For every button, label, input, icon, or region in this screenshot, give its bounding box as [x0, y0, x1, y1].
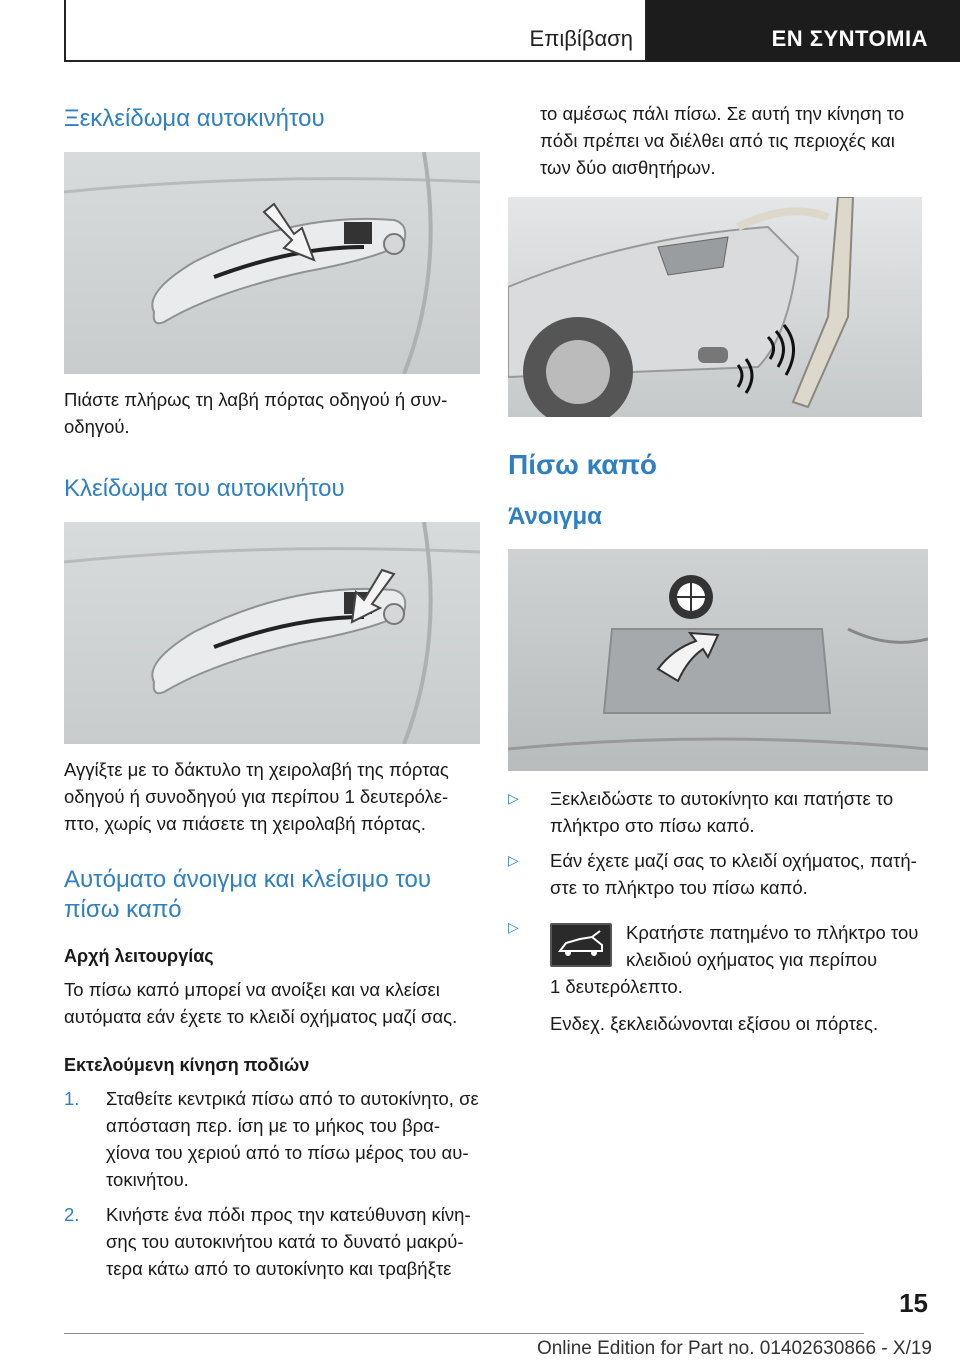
- key-bullet: [508, 919, 928, 1037]
- note-text: Ενδεχ. ξεκλειδώνονται εξίσου οι πόρτες.: [550, 1013, 879, 1034]
- door-handle-illustration: [64, 152, 480, 374]
- tailgate-heading: Πίσω καπό: [508, 449, 658, 480]
- bullet-text: Εάν έχετε μαζί σας το κλειδί οχήματος, πατή- στε το πλήκτρο του πίσω καπό.: [550, 850, 917, 898]
- key-bullet-text: Κρατήστε πατημένο το πλήκτρο του κλειδιού οχήματος για περίπου: [626, 922, 919, 970]
- continued-text: το αμέσως πάλι πίσω. Σε αυτή την κίνηση το πόδι πρέπει να διέλθει από τις περιοχές και των δύο αισθητήρων.: [540, 103, 905, 178]
- principle-title: Αρχή λειτουργίας: [64, 946, 214, 966]
- list-item: [508, 785, 928, 839]
- unlock-text: Πιάστε πλήρως τη λαβή πόρτας οδηγού ή συν- οδηγού.: [64, 389, 448, 437]
- step-text: Κινήστε ένα πόδι προς την κατεύθυνση κίνη- σης του αυτοκινήτου κατά το δυνατό μακρύ- τερα κάτω από το αυτοκίνητο και τραβήξτε: [106, 1204, 471, 1279]
- edition-footer: Online Edition for Part no. 01402630866 - X/19: [536, 1338, 932, 1359]
- lock-text: Αγγίξτε με το δάκτυλο τη χειρολαβή της πόρτας οδηγού ή συνοδηγού για περίπου 1 δευτερόλε- πτο, χωρίς να πιάσετε τη χειρολαβή πόρτας.: [64, 759, 449, 834]
- door-handle-unlock-image: [64, 152, 480, 374]
- section-tab: [64, 0, 647, 62]
- page-number: 15: [899, 1288, 928, 1318]
- triangle-bullet-icon: ▷: [508, 790, 519, 806]
- triangle-bullet-icon: ▷: [508, 852, 519, 868]
- right-column: [508, 100, 928, 1037]
- section-tab-label: Επιβίβαση: [529, 26, 633, 51]
- auto-tailgate-heading: Αυτόματο άνοιγμα και κλείσιμο του πίσω καπό: [64, 866, 431, 923]
- key-bullet-continuation: 1 δευτερόλεπτο.: [550, 976, 683, 997]
- door-handle-touch-illustration: [64, 522, 480, 744]
- step-number: 2.: [64, 1204, 80, 1225]
- bullet-text: Ξεκλειδώστε το αυτοκίνητο και πατήστε το πλήκτρο στο πίσω καπό.: [550, 788, 894, 836]
- principle-text: Το πίσω καπό μπορεί να ανοίξει και να κλείσει αυτόματα εάν έχετε το κλειδί οχήματος μαζί σας.: [64, 979, 458, 1027]
- list-item: [64, 1085, 480, 1193]
- step-number: 1.: [64, 1088, 80, 1109]
- door-handle-lock-image: [64, 522, 480, 744]
- license-plate-button-illustration: [508, 549, 928, 771]
- lock-heading: Κλείδωμα του αυτοκινήτου: [64, 475, 345, 502]
- page-header: [64, 0, 960, 64]
- car-key-tailgate-icon: [550, 923, 612, 967]
- triangle-bullet-icon: ▷: [508, 919, 519, 935]
- tailgate-button-image: [508, 549, 928, 771]
- footer-divider: [64, 1333, 864, 1334]
- step-text: Σταθείτε κεντρικά πίσω από το αυτοκίνητο, σε απόσταση περ. ίση με το μήκος του βρα- χίονα του χεριού από το πίσω μέρος του αυ- τοκινήτου.: [106, 1088, 479, 1190]
- list-item: [508, 847, 928, 901]
- movement-title: Εκτελούμενη κίνηση ποδιών: [64, 1055, 310, 1075]
- list-item: [64, 1201, 480, 1282]
- foot-sensor-image: [508, 197, 922, 417]
- opening-steps: [508, 785, 928, 901]
- movement-steps: [64, 1085, 480, 1282]
- opening-heading: Άνοιγμα: [508, 503, 602, 530]
- tailgate-sensor-illustration: [508, 197, 922, 417]
- chapter-tab-label: ΕΝ ΣΥΝΤΟΜΙΑ: [771, 26, 928, 51]
- unlock-heading: Ξεκλείδωμα αυτοκινήτου: [64, 105, 325, 132]
- left-column: [64, 100, 484, 1282]
- chapter-tab: [647, 0, 960, 62]
